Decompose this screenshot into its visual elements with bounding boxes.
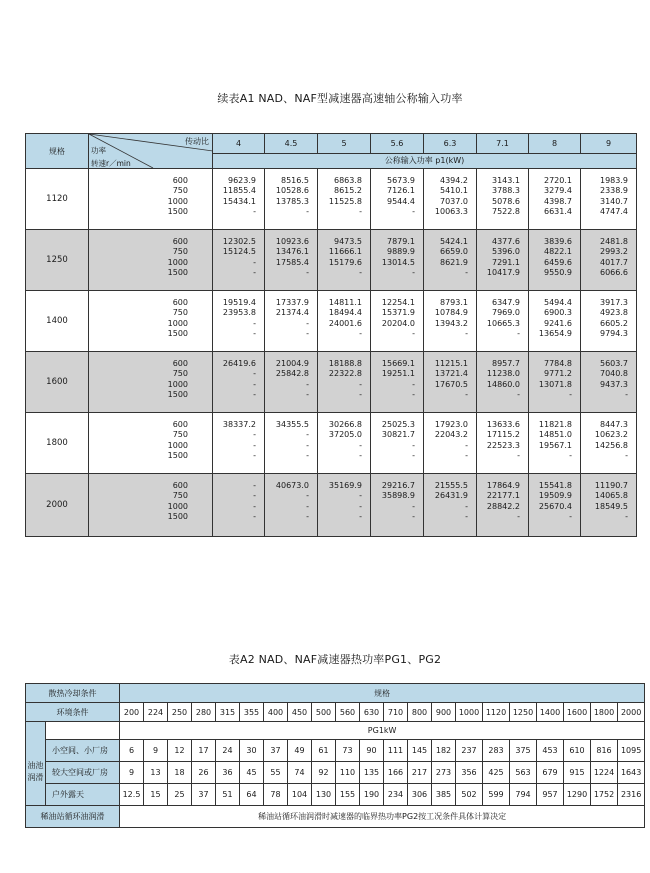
thermal-power-cell: 306: [408, 784, 432, 806]
power-cell: 10923.6 13476.1 17585.4 -: [265, 230, 318, 291]
thermal-power-cell: 375: [510, 740, 537, 762]
thermal-power-cell: 356: [456, 762, 483, 784]
thermal-power-cell: 92: [312, 762, 336, 784]
thermal-power-cell: 2316: [618, 784, 645, 806]
row-size: 1600: [26, 352, 89, 413]
power-cell: 15669.1 19251.1 - -: [371, 352, 424, 413]
size-header: 1250: [510, 703, 537, 722]
thermal-power-cell: 563: [510, 762, 537, 784]
thermal-power-cell: 6: [120, 740, 144, 762]
row-size: 1400: [26, 291, 89, 352]
thermal-power-cell: 9: [120, 762, 144, 784]
row-speeds: 600 750 1000 1500: [89, 352, 213, 413]
size-header: 500: [312, 703, 336, 722]
thermal-power-cell: 816: [591, 740, 618, 762]
thermal-power-cell: 1752: [591, 784, 618, 806]
table-row: [26, 740, 645, 762]
size-label: 规格: [120, 684, 645, 703]
thermal-power-cell: 1095: [618, 740, 645, 762]
table-a1-title: 续表A1 NAD、NAF型减速器高速轴公称输入功率: [217, 92, 463, 105]
size-header: 450: [288, 703, 312, 722]
row-speeds: 600 750 1000 1500: [89, 474, 213, 537]
ratio-header: 9: [581, 134, 637, 154]
thermal-power-cell: 957: [537, 784, 564, 806]
power-cell: 5603.7 7040.8 9437.3 -: [581, 352, 637, 413]
footer-row: [26, 806, 645, 828]
table-row: [26, 784, 645, 806]
size-header: 1000: [456, 703, 483, 722]
thermal-power-cell: 18: [168, 762, 192, 784]
power-cell: 35169.9 - - -: [318, 474, 371, 537]
ratio-header: 5.6: [371, 134, 424, 154]
power-cell: 25025.3 30821.7 - -: [371, 413, 424, 474]
power-cell: 12302.5 15124.5 - -: [213, 230, 265, 291]
row-size: 1250: [26, 230, 89, 291]
thermal-power-cell: 104: [288, 784, 312, 806]
power-cell: 9473.5 11666.1 15179.6 -: [318, 230, 371, 291]
power-cell: 40673.0 - - -: [265, 474, 318, 537]
thermal-power-cell: 55: [264, 762, 288, 784]
env-row-label: 小空间、小厂房: [46, 740, 120, 762]
power-cell: 21004.9 25842.8 - -: [265, 352, 318, 413]
size-header: 200: [120, 703, 144, 722]
thermal-power-cell: 37: [192, 784, 216, 806]
size-header: 1800: [591, 703, 618, 722]
oil-label: 油池 润滑: [26, 740, 46, 806]
size-header: 1600: [564, 703, 591, 722]
thermal-power-cell: 9: [144, 740, 168, 762]
size-header: 224: [144, 703, 168, 722]
power-cell: 6863.8 8615.2 11525.8 -: [318, 169, 371, 230]
thermal-power-cell: 217: [408, 762, 432, 784]
thermal-power-cell: 12.5: [120, 784, 144, 806]
size-header: 315: [216, 703, 240, 722]
row-size: 2000: [26, 474, 89, 537]
thermal-power-cell: 64: [240, 784, 264, 806]
size-header: 355: [240, 703, 264, 722]
cooling-label: 散热冷却条件: [26, 684, 120, 703]
thermal-power-cell: 234: [384, 784, 408, 806]
size-header: 2000: [618, 703, 645, 722]
thermal-power-cell: 78: [264, 784, 288, 806]
ratio-header: 7.1: [477, 134, 529, 154]
power-cell: 9623.9 11855.4 15434.1 -: [213, 169, 265, 230]
power-cell: 13633.6 17115.2 22523.3 -: [477, 413, 529, 474]
power-cell: 7784.8 9771.2 13071.8 -: [529, 352, 581, 413]
thermal-power-cell: 37: [264, 740, 288, 762]
table-row: [26, 762, 645, 784]
thermal-power-cell: 13: [144, 762, 168, 784]
footer-label: 稀油站循环油润滑: [26, 806, 120, 828]
thermal-power-cell: 45: [240, 762, 264, 784]
thermal-power-cell: 182: [432, 740, 456, 762]
header-corner: [89, 134, 213, 169]
power-cell: 8516.5 10528.6 13785.3 -: [265, 169, 318, 230]
thermal-power-cell: 74: [288, 762, 312, 784]
thermal-power-cell: 110: [336, 762, 360, 784]
power-cell: 30266.8 37205.0 - -: [318, 413, 371, 474]
thermal-power-cell: 155: [336, 784, 360, 806]
size-header: 400: [264, 703, 288, 722]
size-header: 250: [168, 703, 192, 722]
env-label: 环境条件: [26, 703, 120, 722]
thermal-power-cell: 130: [312, 784, 336, 806]
thermal-power-cell: 794: [510, 784, 537, 806]
power-cell: 4377.6 5396.0 7291.1 10417.9: [477, 230, 529, 291]
thermal-power-cell: 49: [288, 740, 312, 762]
power-cell: 11215.1 13721.4 17670.5 -: [424, 352, 477, 413]
thermal-power-cell: 26: [192, 762, 216, 784]
env-row-label: 户外露天: [46, 784, 120, 806]
power-cell: 3917.3 4923.8 6605.2 9794.3: [581, 291, 637, 352]
thermal-power-cell: 111: [384, 740, 408, 762]
size-header: 710: [384, 703, 408, 722]
table-row: [26, 352, 637, 413]
table-a2: [25, 683, 645, 828]
size-header: 630: [360, 703, 384, 722]
power-cell: 14811.1 18494.4 24001.6 -: [318, 291, 371, 352]
power-cell: 29216.7 35898.9 - -: [371, 474, 424, 537]
power-cell: 3839.6 4822.1 6459.6 9550.9: [529, 230, 581, 291]
thermal-power-cell: 90: [360, 740, 384, 762]
power-cell: 17923.0 22043.2 - -: [424, 413, 477, 474]
power-cell: 6347.9 7969.0 10665.3 -: [477, 291, 529, 352]
power-cell: 19519.4 23953.8 - -: [213, 291, 265, 352]
thermal-power-cell: 915: [564, 762, 591, 784]
thermal-power-cell: 145: [408, 740, 432, 762]
row-speeds: 600 750 1000 1500: [89, 169, 213, 230]
size-header: 900: [432, 703, 456, 722]
thermal-power-cell: 61: [312, 740, 336, 762]
thermal-power-cell: 679: [537, 762, 564, 784]
unit-label: PG1kW: [120, 722, 645, 740]
power-cell: 8793.1 10784.9 13943.2 -: [424, 291, 477, 352]
power-cell: 21555.5 26431.9 - -: [424, 474, 477, 537]
thermal-power-cell: 1643: [618, 762, 645, 784]
power-cell: 2481.8 2993.2 4017.7 6066.6: [581, 230, 637, 291]
thermal-power-cell: 1224: [591, 762, 618, 784]
thermal-power-cell: 135: [360, 762, 384, 784]
ratio-header: 8: [529, 134, 581, 154]
header-speed: 转速r／min: [91, 159, 131, 168]
thermal-power-cell: 17: [192, 740, 216, 762]
thermal-power-cell: 25: [168, 784, 192, 806]
row-speeds: 600 750 1000 1500: [89, 291, 213, 352]
power-cell: 8957.7 11238.0 14860.0 -: [477, 352, 529, 413]
footer-text: 稀油站循环油润滑时减速器的临界热功率PG2按工况条件具体计算决定: [120, 806, 645, 828]
power-cell: 15541.8 19509.9 25670.4 -: [529, 474, 581, 537]
row-speeds: 600 750 1000 1500: [89, 230, 213, 291]
unit-spacer: [46, 722, 120, 740]
table-a1: [25, 133, 637, 537]
power-cell: 2720.1 3279.4 4398.7 6631.4: [529, 169, 581, 230]
power-cell: 17864.9 22177.1 28842.2 -: [477, 474, 529, 537]
ratio-header: 5: [318, 134, 371, 154]
power-cell: 26419.6 - - -: [213, 352, 265, 413]
thermal-power-cell: 36: [216, 762, 240, 784]
power-cell: 17337.9 21374.4 - -: [265, 291, 318, 352]
row-speeds: 600 750 1000 1500: [89, 413, 213, 474]
thermal-power-cell: 502: [456, 784, 483, 806]
thermal-power-cell: 283: [483, 740, 510, 762]
size-header: 1400: [537, 703, 564, 722]
thermal-power-cell: 166: [384, 762, 408, 784]
header-unit: 公称输入功率 p1(kW): [213, 153, 637, 168]
ratio-header: 4.5: [265, 134, 318, 154]
thermal-power-cell: 425: [483, 762, 510, 784]
thermal-power-cell: 15: [144, 784, 168, 806]
thermal-power-cell: 453: [537, 740, 564, 762]
power-cell: 4394.2 5410.1 7037.0 10063.3: [424, 169, 477, 230]
table-row: [26, 230, 637, 291]
power-cell: 11190.7 14065.8 18549.5 -: [581, 474, 637, 537]
power-cell: 5494.4 6900.3 9241.6 13654.9: [529, 291, 581, 352]
table-row: [26, 474, 637, 537]
power-cell: 7879.1 9889.9 13014.5 -: [371, 230, 424, 291]
power-cell: - - - -: [213, 474, 265, 537]
table-row: [26, 169, 637, 230]
power-cell: 11821.8 14851.0 19567.1 -: [529, 413, 581, 474]
header-ratio: 传动比: [185, 137, 209, 146]
power-cell: 12254.1 15371.9 20204.0 -: [371, 291, 424, 352]
thermal-power-cell: 599: [483, 784, 510, 806]
size-header: 800: [408, 703, 432, 722]
thermal-power-cell: 385: [432, 784, 456, 806]
thermal-power-cell: 30: [240, 740, 264, 762]
thermal-power-cell: 24: [216, 740, 240, 762]
row-size: 1120: [26, 169, 89, 230]
size-header: 560: [336, 703, 360, 722]
power-cell: 34355.5 - - -: [265, 413, 318, 474]
thermal-power-cell: 51: [216, 784, 240, 806]
table-a2-title: 表A2 NAD、NAF减速器热功率PG1、PG2: [228, 653, 442, 666]
header-power: 功率: [91, 146, 106, 155]
thermal-power-cell: 273: [432, 762, 456, 784]
thermal-power-cell: 237: [456, 740, 483, 762]
table-row: [26, 413, 637, 474]
power-cell: 5424.1 6659.0 8621.9 -: [424, 230, 477, 291]
power-cell: 1983.9 2338.9 3140.7 4747.4: [581, 169, 637, 230]
power-cell: 3143.1 3788.3 5078.6 7522.8: [477, 169, 529, 230]
env-row-label: 较大空间或厂房: [46, 762, 120, 784]
power-cell: 8447.3 10623.2 14256.8 -: [581, 413, 637, 474]
size-header: 1120: [483, 703, 510, 722]
thermal-power-cell: 610: [564, 740, 591, 762]
ratio-header: 6.3: [424, 134, 477, 154]
oil-label-spacer: [26, 722, 46, 740]
power-cell: 38337.2 - - -: [213, 413, 265, 474]
thermal-power-cell: 1290: [564, 784, 591, 806]
size-header: 280: [192, 703, 216, 722]
power-cell: 5673.9 7126.1 9544.4 -: [371, 169, 424, 230]
header-size: 规格: [26, 134, 89, 169]
thermal-power-cell: 12: [168, 740, 192, 762]
power-cell: 18188.8 22322.8 - -: [318, 352, 371, 413]
thermal-power-cell: 190: [360, 784, 384, 806]
thermal-power-cell: 73: [336, 740, 360, 762]
row-size: 1800: [26, 413, 89, 474]
table-row: [26, 291, 637, 352]
ratio-header: 4: [213, 134, 265, 154]
